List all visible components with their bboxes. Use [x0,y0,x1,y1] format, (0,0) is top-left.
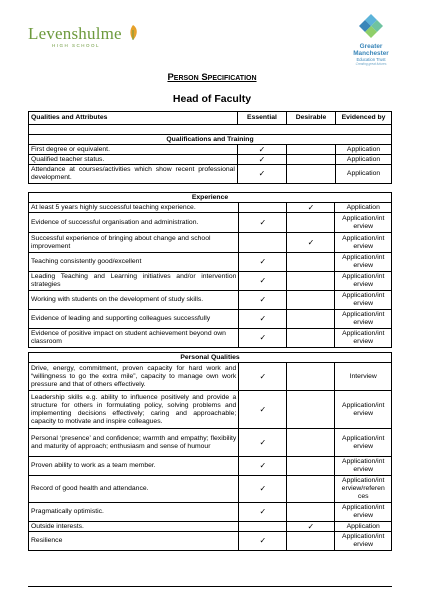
check-icon: ✓ [239,253,287,272]
table-row [29,310,392,329]
col-header-essential: Essential [237,112,286,125]
check-icon: ✓ [239,476,287,503]
check-icon: ✓ [237,165,286,184]
table-row [29,253,392,272]
trust-name-line2: Manchester [353,50,389,57]
table-row [29,213,392,233]
row-evidence: Application/int erview [335,429,392,457]
row-evidence: Application/int erview [335,253,392,272]
row-evidence: Application [336,145,392,155]
row-evidence: Application [336,155,392,165]
table-row [29,363,392,391]
trust-tagline: Creating great futures [355,62,387,66]
check-icon: ✓ [239,272,287,291]
check-icon: ✓ [239,429,287,457]
table-row [29,522,392,532]
table-header-row [29,112,392,125]
row-text: At least 5 years highly successful teaching experience. [29,203,239,213]
school-logo [28,24,138,52]
check-icon: ✓ [239,291,287,310]
diamond-mosaic-icon [358,14,384,38]
row-evidence: Interview [335,363,392,391]
check-icon: ✓ [239,213,287,233]
row-text: Teaching consistently good/excellent [29,253,239,272]
row-evidence: Application/int erview [335,329,392,348]
table-row [29,272,392,291]
check-icon: ✓ [287,203,335,213]
table-row [29,532,392,551]
section-heading: Qualifications and Training [29,135,392,145]
row-text: Leadership skills e.g. ability to influence positively and provide a structure for others in formulating policy, solving problems and implementing decisions effectively; caring and approachable; capacity to motivate and inspire colleagues. [29,391,239,429]
row-evidence: Application [335,522,392,532]
row-evidence: Application [336,165,392,184]
row-evidence: Application/int erview [335,213,392,233]
school-name: Levenshulme [28,24,122,43]
row-text: Working with students on the development of study skills. [29,291,239,310]
row-text: Evidence of successful organisation and administration. [29,213,239,233]
check-icon: ✓ [237,155,286,165]
row-text: Record of good health and attendance. [29,476,239,503]
row-text: Attendance at courses/activities which show recent professional development. [29,165,238,184]
section-heading: Experience [29,193,392,203]
section-heading-row [29,193,392,203]
table-row [29,155,392,165]
table-row [29,329,392,348]
row-text: Resilience [29,532,239,551]
table-row [29,503,392,522]
check-icon: ✓ [239,310,287,329]
row-text: First degree or equivalent. [29,145,238,155]
section-heading-row [29,353,392,363]
row-text: Drive, energy, commitment, proven capacity for hard work and “willingness to go the extra mile”, capacity to manage own work pressure and that of others effectively. [29,363,239,391]
school-subtitle: HIGH SCHOOL [52,43,101,48]
check-icon: ✓ [239,532,287,551]
row-evidence: Application/int erview/referen ces [335,476,392,503]
experience-table [28,192,392,348]
table-row [29,203,392,213]
table-row [29,145,392,155]
check-icon: ✓ [239,329,287,348]
table-row [29,291,392,310]
row-evidence: Application [335,203,392,213]
table-row [29,391,392,429]
check-icon: ✓ [239,391,287,429]
section-heading-row [29,135,392,145]
row-text: Proven ability to work as a team member. [29,457,239,476]
col-header-evidenced: Evidenced by [336,112,392,125]
trust-name-line3: Education Trust [356,57,386,62]
row-text: Personal ‘presence’ and confidence; warmth and empathy; flexibility and maturity of approach; enthusiasm and sense of humour [29,429,239,457]
row-evidence: Application/int erview [335,233,392,253]
trust-logo [340,14,402,64]
check-icon: ✓ [287,522,335,532]
table-row [29,429,392,457]
check-icon: ✓ [237,145,286,155]
row-evidence: Application/int erview [335,532,392,551]
section-heading: Personal Qualities [29,353,392,363]
page-subtitle: Head of Faculty [172,93,252,105]
row-evidence: Application/int erview [335,391,392,429]
leaf-icon [126,24,140,42]
qualifications-table [28,111,392,184]
row-text: Qualified teacher status. [29,155,238,165]
table-row [29,165,392,184]
check-icon: ✓ [239,363,287,391]
row-text: Evidence of positive impact on student achievement beyond own classroom [29,329,239,348]
check-icon: ✓ [239,457,287,476]
personal-qualities-table [28,352,392,551]
row-text: Pragmatically optimistic. [29,503,239,522]
trust-name-line1: Greater [359,43,383,50]
row-text: Evidence of leading and supporting colleagues successfully [29,310,239,329]
row-evidence: Application/int erview [335,457,392,476]
row-text: Outside interests. [29,522,239,532]
page-title: Person Specification [167,72,257,83]
spacer-row [29,125,392,135]
col-header-desirable: Desirable [286,112,335,125]
table-row [29,457,392,476]
check-icon: ✓ [287,233,335,253]
footer-rule [28,586,392,587]
row-text: Successful experience of bringing about change and school improvement [29,233,239,253]
table-row [29,233,392,253]
row-evidence: Application/int erview [335,272,392,291]
col-header-qualities: Qualities and Attributes [29,112,238,125]
check-icon: ✓ [239,503,287,522]
row-evidence: Application/int erview [335,291,392,310]
row-text: Leading Teaching and Learning initiatives and/or intervention strategies [29,272,239,291]
table-row [29,476,392,503]
row-evidence: Application/int erview [335,310,392,329]
row-evidence: Application/int erview [335,503,392,522]
